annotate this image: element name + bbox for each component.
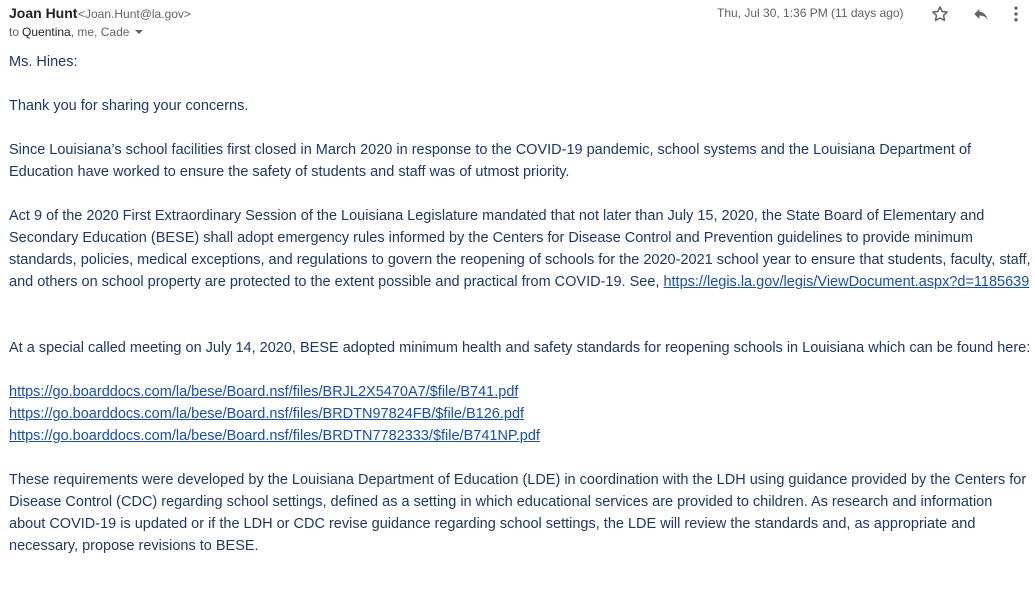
greeting: Ms. Hines: bbox=[9, 54, 78, 70]
message-body bbox=[9, 51, 1031, 557]
boarddocs-link-2[interactable]: https://go.boarddocs.com/la/bese/Board.nsf/files/BRDTN97824FB/$file/B126.pdf bbox=[9, 406, 525, 422]
paragraph-act9 bbox=[9, 205, 1031, 293]
recipients-line[interactable] bbox=[9, 25, 143, 39]
paragraph-closure: Since Louisiana’s school facilities first closed in March 2020 in response to the COVID-19 pandemic, school systems and the Louisiana Department of Education have worked to ensure the safety of students and staff was of utmost priority. bbox=[9, 142, 972, 180]
more-vert-icon[interactable] bbox=[1005, 3, 1027, 25]
boarddocs-link-1[interactable]: https://go.boarddocs.com/la/bese/Board.nsf/files/BRJL2X5470A7/$file/B741.pdf bbox=[9, 384, 519, 400]
sender-email: <Joan.Hunt@la.gov> bbox=[78, 7, 191, 21]
message-header bbox=[9, 4, 1029, 44]
legis-link[interactable]: https://legis.la.gov/legis/ViewDocument.aspx?d=1185639 bbox=[663, 274, 1030, 290]
paragraph-meeting: At a special called meeting on July 14, 2020, BESE adopted minimum health and safety standards for reopening schools in Louisiana which can be found here: bbox=[9, 340, 1031, 356]
paragraph-thanks: Thank you for sharing your concerns. bbox=[9, 98, 249, 114]
act9-text: Act 9 of the 2020 First Extraordinary Session of the Louisiana Legislature mandated that not later than July 15, 2020, the State Board of Elementary and Secondary Education (BESE) shall adopt emergency rules informed by the Centers for Disease Control and Prevention guidelines to provide minimum standards, policies, medical exceptions, and regulations to govern the reopening of schools for the 2020-2021 school year to ensure that students, faculty, staff, and others on school property are protected to the extent possible and practical from COVID-19. See, bbox=[9, 208, 1031, 290]
message-date: Thu, Jul 30, 1:36 PM (11 days ago) bbox=[717, 6, 904, 20]
star-icon[interactable] bbox=[929, 3, 951, 25]
chevron-down-icon[interactable] bbox=[135, 30, 143, 34]
recipient-primary: Quentina bbox=[22, 25, 71, 39]
paragraph-requirements: These requirements were developed by the Louisiana Department of Education (LDE) in coordination with the LDH using guidance provided by the Centers for Disease Control (CDC) regarding school settings, defined as a setting in which educational services are provided to children. As research and information about COVID-19 is updated or if the LDH or CDC revise guidance regarding school settings, the LDE will review the standards and, as appropriate and necessary, propose revisions to BESE. bbox=[9, 472, 1027, 554]
sender-name[interactable]: Joan Hunt bbox=[9, 5, 78, 21]
to-label: to bbox=[9, 25, 20, 39]
reply-icon[interactable] bbox=[970, 3, 992, 25]
boarddocs-link-3[interactable]: https://go.boarddocs.com/la/bese/Board.nsf/files/BRDTN7782333/$file/B741NP.pdf bbox=[9, 428, 540, 444]
recipient-rest: , me, Cade bbox=[70, 25, 130, 39]
